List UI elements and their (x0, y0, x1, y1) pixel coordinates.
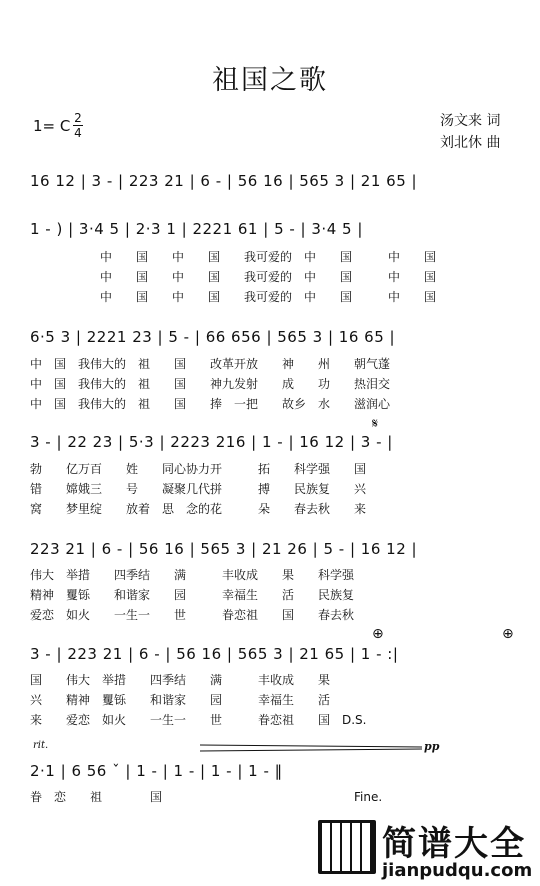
lyric-row-7: 眷 恋 祖 国 Fine. (30, 790, 383, 804)
notation-row-6: 3 - | 223 21 | 6 - | 56 16 | 565 3 | 21 65 | 1 - :| (30, 645, 399, 663)
site-watermark (318, 814, 540, 886)
lyric-row-2-verse-3: 中 国 中 国 我可爱的 中 国 中 国 (100, 290, 437, 304)
decrescendo-hairpin (200, 744, 422, 752)
composer-credit: 刘北休 曲 (440, 135, 501, 151)
lyric-row-5-verse-1: 伟大 举措 四季结 满 丰收成 果 科学强 (30, 568, 355, 582)
song-title: 祖国之歌 (212, 65, 328, 96)
lyric-row-6-verse-2: 兴 精神 矍铄 和谐家 园 幸福生 活 (30, 693, 331, 707)
lyric-row-4-verse-2: 错 嫦娥三 号 凝聚几代拼 搏 民族复 兴 (30, 482, 367, 496)
lyric-row-2-verse-1: 中 国 中 国 我可爱的 中 国 中 国 (100, 250, 437, 264)
notation-row-2: 1 - ) | 3·4 5 | 2·3 1 | 2221 61 | 5 - | 3·4 5 | (30, 220, 363, 238)
time-sig-bottom: 4 (74, 126, 82, 140)
notation-row-3: 6·5 3 | 2221 23 | 5 - | 66 656 | 565 3 | 16 65 | (30, 328, 396, 346)
watermark-url: jianpudqu.com (382, 860, 533, 881)
notation-row-4: 3 - | 22 23 | 5·3 | 2223 216 | 1 - | 16 12 | 3 - | (30, 433, 393, 451)
lyric-row-3-verse-3: 中 国 我伟大的 祖 国 捧 一把 故乡 水 滋润心 (30, 397, 391, 411)
lyric-row-4-verse-1: 勃 亿万百 姓 同心协力开 拓 科学强 国 (30, 462, 367, 476)
time-sig-top: 2 (74, 111, 82, 125)
lyric-row-2-verse-2: 中 国 中 国 我可爱的 中 国 中 国 (100, 270, 437, 284)
coda-sign-2: ⊕ (502, 626, 514, 642)
piano-logo-icon (318, 820, 376, 874)
lyric-row-6-verse-3: 来 爱恋 如火 一生一 世 眷恋祖 国 D.S. (30, 713, 367, 727)
notation-row-1: 16 12 | 3 - | 223 21 | 6 - | 56 16 | 565 3 | 21 65 | (30, 172, 418, 190)
lyric-row-3-verse-1: 中 国 我伟大的 祖 国 改革开放 神 州 朝气蓬 (30, 357, 391, 371)
lyric-row-5-verse-2: 精神 矍铄 和谐家 园 幸福生 活 民族复 (30, 588, 355, 602)
lyric-row-5-verse-3: 爱恋 如火 一生一 世 眷恋祖 国 春去秋 (30, 608, 355, 622)
pianissimo-mark: pp (424, 740, 440, 753)
segno-sign: 𝄋 (372, 416, 379, 432)
ritardando-mark: rit. (33, 740, 49, 751)
time-signature (72, 112, 84, 139)
coda-sign-1: ⊕ (372, 626, 384, 642)
lyricist-credit: 汤文来 词 (440, 113, 501, 129)
lyric-row-4-verse-3: 窝 梦里绽 放着 思 念的花 朵 春去秋 来 (30, 502, 367, 516)
lyric-row-6-verse-1: 国 伟大 举措 四季结 满 丰收成 果 (30, 673, 331, 687)
notation-row-7: 2·1 | 6 56 ˇ | 1 - | 1 - | 1 - | 1 - ‖ (30, 762, 283, 780)
key-signature: 1= C (33, 117, 71, 135)
watermark-title: 简谱大全 (382, 824, 526, 864)
notation-row-5: 223 21 | 6 - | 56 16 | 565 3 | 21 26 | 5 - | 16 12 | (30, 540, 418, 558)
lyric-row-3-verse-2: 中 国 我伟大的 祖 国 神九发射 成 功 热泪交 (30, 377, 391, 391)
